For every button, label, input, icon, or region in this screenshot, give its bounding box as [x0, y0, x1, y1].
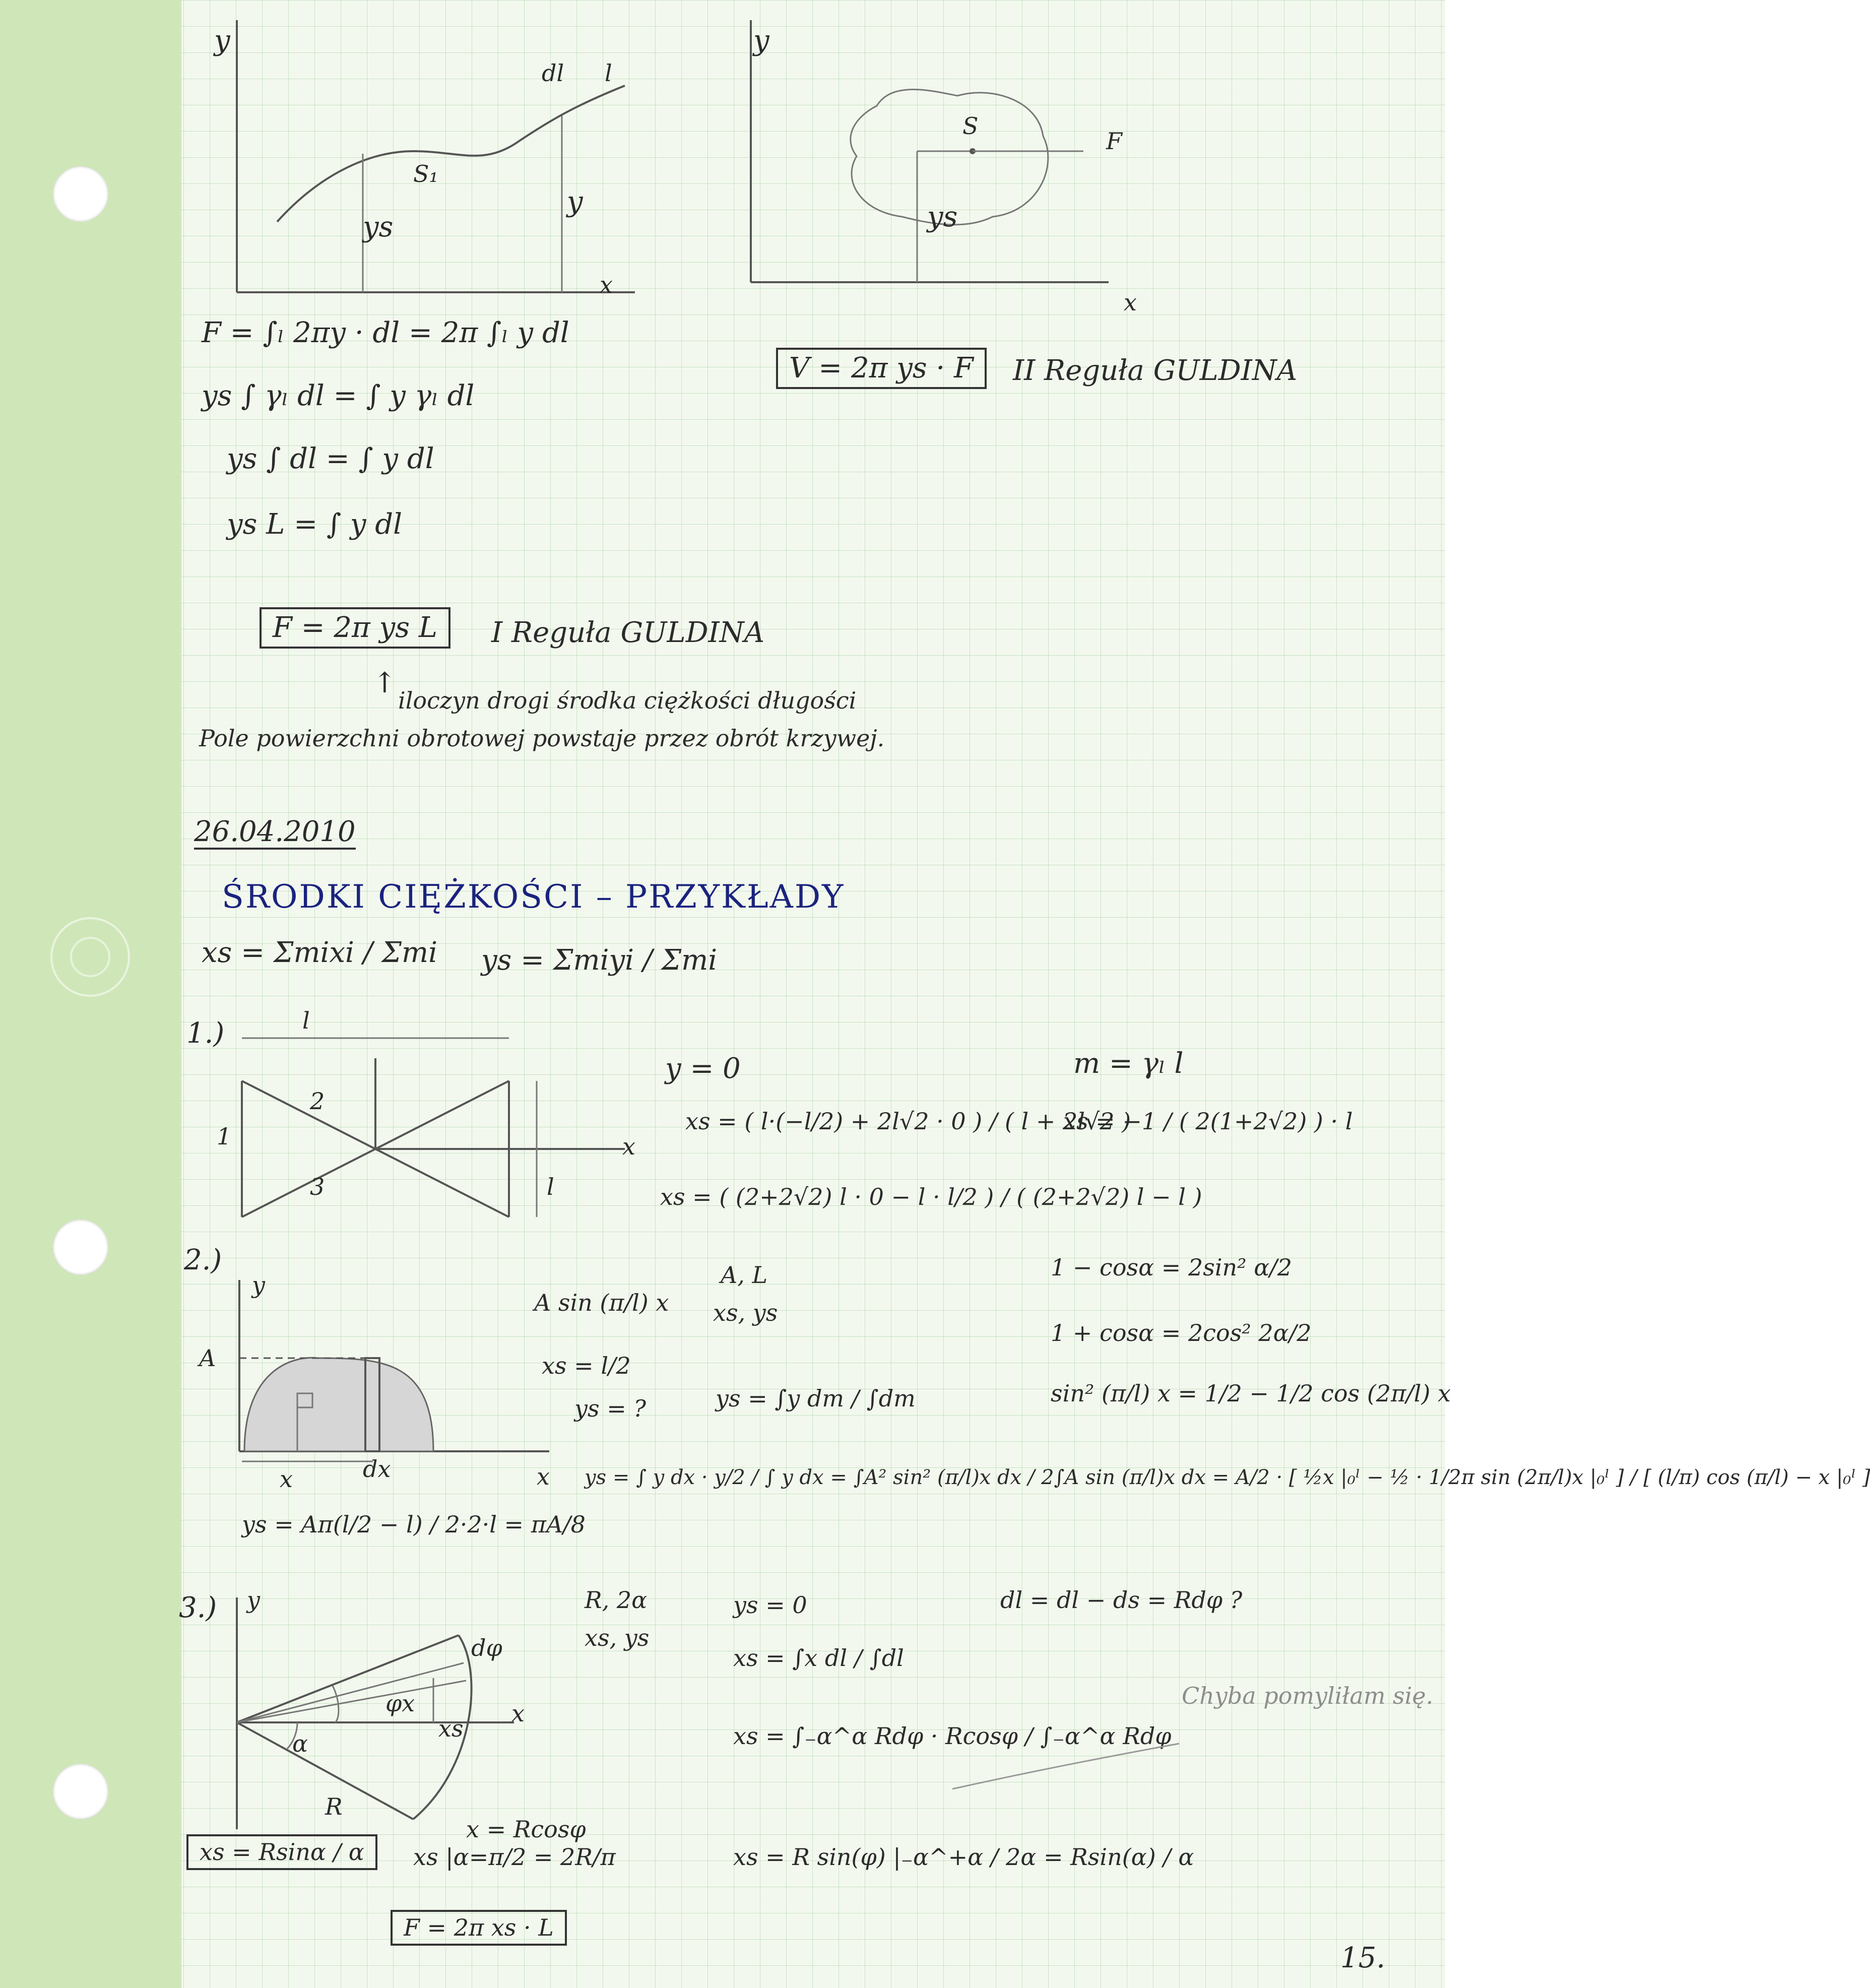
ex3-phi-label: φx	[385, 1690, 415, 1717]
guldin-line-4: ys L = ∫ y dl	[227, 508, 403, 541]
fig1-s1-label: S₁	[413, 160, 438, 187]
ex2-ys-result: ys = Aπ(l/2 − l) / 2·2·l = πA/8	[242, 1511, 586, 1538]
guldin-rule-2-name: II Reguła GULDINA	[1013, 354, 1298, 387]
section-title: ŚRODKI CIĘŻKOŚCI – PRZYKŁADY	[222, 878, 845, 916]
guldin-note-1: iloczyn drogi środka ciężkości długości	[398, 687, 857, 714]
ex2-identity-2: 1 + cosα = 2cos² 2α/2	[1051, 1319, 1312, 1346]
fig1-dl-label: dl	[542, 59, 564, 87]
fig1-x-label: x	[600, 271, 613, 298]
ex2-xs: xs = l/2	[542, 1352, 631, 1379]
ex2-identity-1: 1 − cosα = 2sin² α/2	[1051, 1254, 1293, 1281]
guldin-rule-1-name: I Reguła GULDINA	[491, 616, 765, 649]
fig1-l-label: l	[605, 59, 612, 87]
ex3-xs-result: xs = R sin(φ) |₋α^+α / 2α = Rsin(α) / α	[733, 1843, 1194, 1871]
ex1-eq-m: m = γₗ l	[1073, 1047, 1184, 1080]
fig2-S-label: S	[962, 112, 979, 140]
centroid-formula-ys: ys = Σmiyi / Σmi	[481, 944, 718, 977]
guldin-note-2: Pole powierzchni obrotowej powstaje przez obrót krzywej.	[199, 725, 885, 752]
ex1-segment-1: 1	[217, 1123, 232, 1150]
guldin-rule-2-formula: V = 2π ys · F	[776, 348, 987, 389]
fig2-F-label: F	[1106, 127, 1122, 155]
ex3-alpha-label: α	[292, 1730, 308, 1757]
ex3-number: 3.)	[179, 1591, 217, 1624]
fig2-x-label: x	[1124, 289, 1137, 316]
page-number: 15.	[1340, 1942, 1386, 1974]
punch-hole	[53, 1220, 108, 1275]
ex2-params2: xs, ys	[713, 1299, 778, 1326]
ex3-params: R, 2α	[585, 1586, 648, 1614]
date: 26.04.2010	[194, 816, 356, 850]
ex2-identity-3: sin² (π/l) x = 1/2 − 1/2 cos (2π/l) x	[1051, 1380, 1451, 1407]
ex3-x-axis-label: x	[511, 1700, 525, 1727]
punch-hole	[53, 1764, 108, 1819]
ex1-number: 1.)	[186, 1017, 225, 1050]
ex2-func: A sin (π/l) x	[534, 1289, 669, 1316]
ex2-params: A, L	[721, 1261, 768, 1289]
ex3-comment: Chyba pomyliłam się.	[1182, 1682, 1434, 1709]
ex3-dphi-label: dφ	[471, 1634, 502, 1661]
ex2-x-axis-label: x	[537, 1463, 550, 1490]
comment-pointer	[942, 1734, 1194, 1799]
ex2-x-label: x	[280, 1465, 293, 1493]
ex2-A-label: A	[199, 1344, 216, 1372]
fig1-y-height-label: y	[567, 185, 583, 218]
ex1-eq-xs3: xs = −1 / ( 2(1+2√2) ) · l	[1063, 1108, 1353, 1135]
ex1-l-top: l	[302, 1007, 310, 1034]
punch-hole	[53, 166, 108, 222]
ex3-xs-integral: xs = ∫₋α^α Rdφ · Rcosφ / ∫₋α^α Rdφ	[733, 1722, 1172, 1750]
ex3-xs-pi2: xs |α=π/2 = 2R/π	[413, 1843, 616, 1871]
ex3-R-label: R	[325, 1793, 343, 1820]
guldin-line-2: ys ∫ γₗ dl = ∫ y γₗ dl	[202, 379, 475, 412]
ex1-bowtie-figure	[237, 1028, 640, 1240]
ex3-xs-def: xs = ∫x dl / ∫dl	[733, 1644, 904, 1672]
fig1-y-label: y	[214, 24, 230, 57]
guldin-area-figure	[741, 20, 1144, 302]
ex1-segment-2: 2	[310, 1087, 325, 1115]
ex2-sine-figure	[222, 1275, 574, 1487]
fig1-ys-label: ys	[363, 211, 394, 243]
ex3-dl: dl = dl − ds = Rdφ ?	[1000, 1586, 1243, 1614]
ex2-ys-question: ys = ?	[574, 1395, 647, 1422]
ex3-x-eq: x = Rcosφ	[466, 1816, 586, 1843]
fig2-y-label: y	[753, 24, 769, 57]
ex1-l-side: l	[547, 1173, 554, 1200]
note-arrow: ↑	[373, 667, 397, 699]
ex1-eq-xs1: xs = ( l·(−l/2) + 2l√2 · 0 ) / ( l + 2l√2 )	[685, 1108, 1131, 1135]
centroid-formula-xs: xs = Σmixi / Σmi	[202, 936, 438, 969]
guldin-line-3: ys ∫ dl = ∫ y dl	[227, 442, 434, 475]
hatched-area	[244, 1358, 433, 1451]
ex2-ys-derivation: ys = ∫ y dx · y/2 / ∫ y dx = ∫A² sin² (π/l)x dx / 2∫A sin (π/l)x dx = A/2 · [ ½x |₀ˡ − ½ · 1/2π sin (2π/l)x |₀ˡ ] / [ (l/π) cos (π/l) − x |₀ˡ ]	[585, 1466, 1870, 1489]
ex3-y-axis-label: y	[247, 1586, 260, 1614]
watermark-stamp	[50, 917, 130, 997]
ex1-segment-3: 3	[310, 1173, 325, 1200]
ex2-ys-def: ys = ∫y dm / ∫dm	[716, 1385, 916, 1412]
ex3-boxed-xs: xs = Rsinα / α	[186, 1834, 377, 1870]
ex3-boxed-F: F = 2π xs · L	[391, 1910, 567, 1946]
guldin-rule-1-formula: F = 2π ys L	[260, 607, 450, 649]
ex3-params2: xs, ys	[585, 1624, 650, 1651]
ex2-y-axis-label: y	[252, 1271, 265, 1299]
ex3-xs-label: xs	[438, 1715, 464, 1742]
ex2-dx-label: dx	[363, 1455, 391, 1483]
ex1-eq-xs2: xs = ( (2+2√2) l · 0 − l · l/2 ) / ( (2+2√2) l − l )	[660, 1183, 1202, 1210]
ex2-number: 2.)	[184, 1244, 222, 1276]
fig2-ys-label: ys	[927, 201, 958, 233]
guldin-line-1: F = ∫ₗ 2πy · dl = 2π ∫ₗ y dl	[202, 316, 569, 349]
ex1-eq-y0: y = 0	[665, 1052, 741, 1085]
ex1-x-axis-label: x	[622, 1133, 635, 1160]
ex3-ys0: ys = 0	[733, 1591, 807, 1619]
